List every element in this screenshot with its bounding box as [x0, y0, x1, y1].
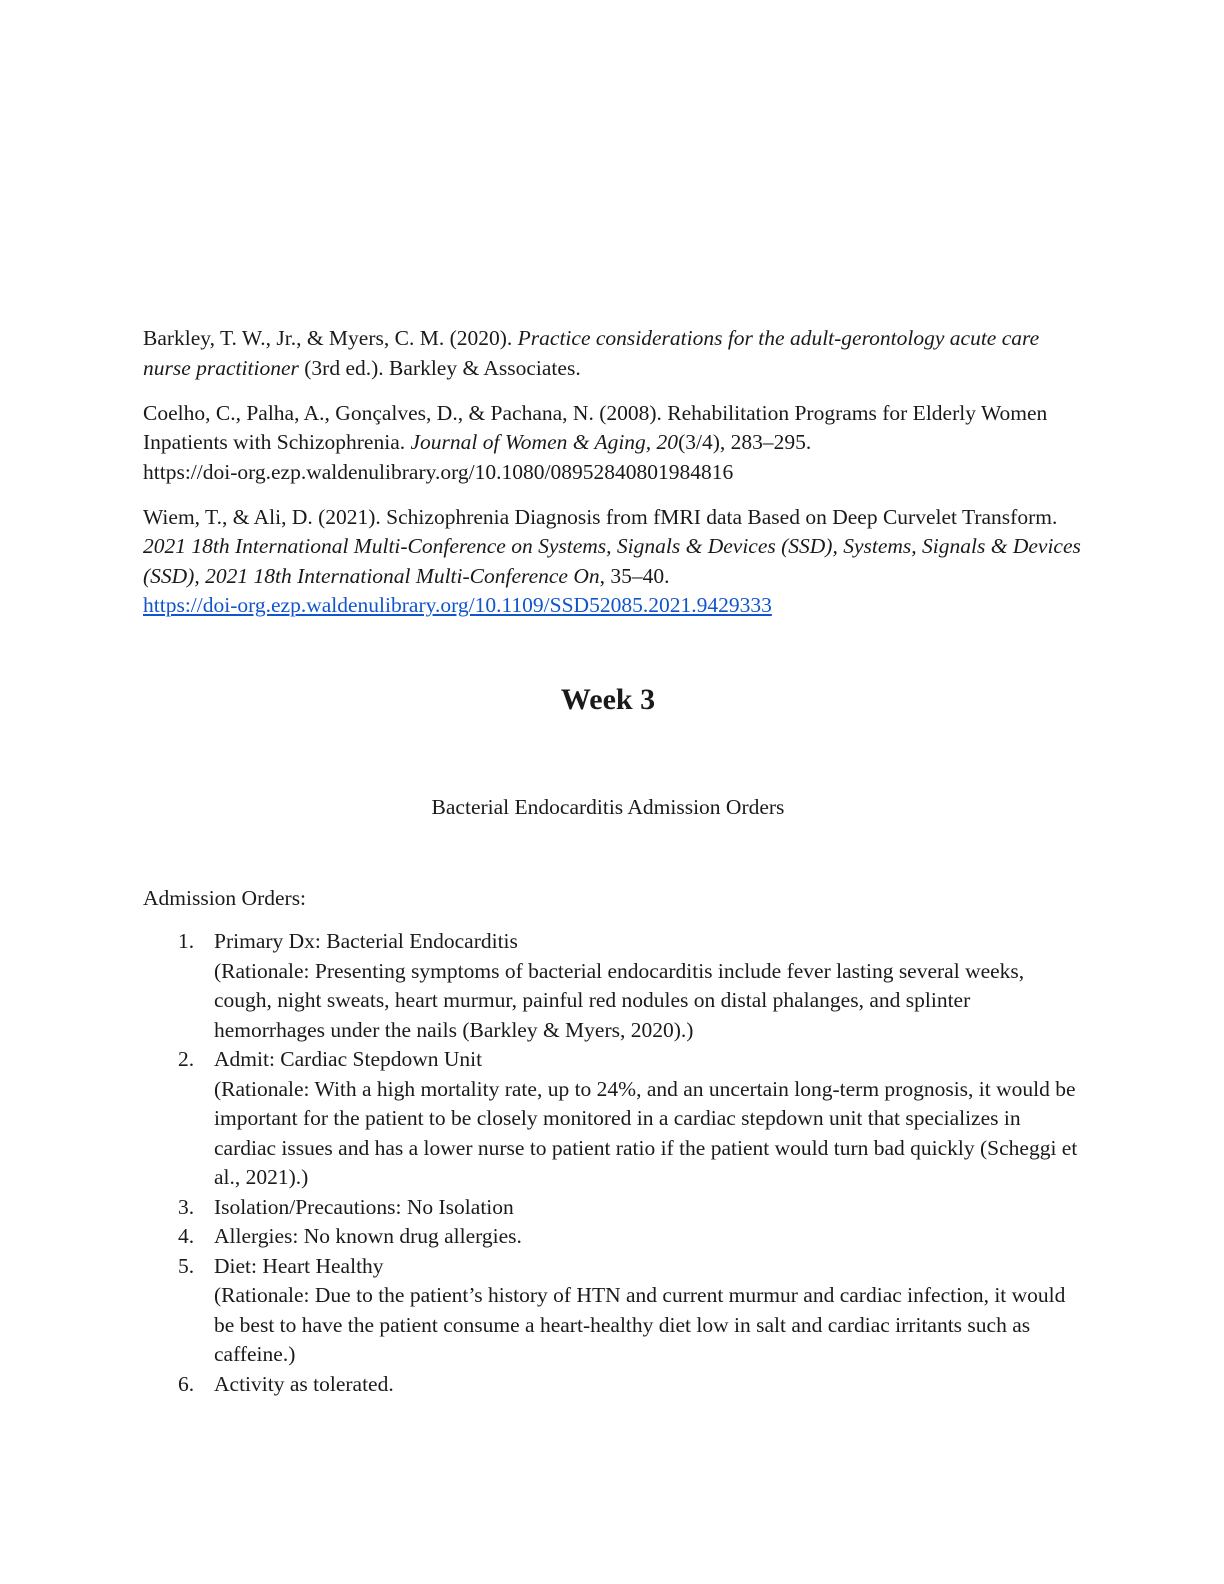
order-title: Admit: Cardiac Stepdown Unit [214, 1047, 483, 1071]
reference-title: Practice considerations for the adult-gerontology acute care nurse practitioner [143, 326, 1040, 380]
reference-proceedings: 2021 18th International Multi-Conference on Systems, Signals & Devices (SSD), Systems, Signals & Devices (SSD), 2021 18th International Multi-Conference On [143, 534, 1081, 588]
reference-doi-link[interactable]: https://doi-org.ezp.waldenulibrary.org/10.1109/SSD52085.2021.9429333 [143, 593, 772, 617]
week-heading: Week 3 [560, 683, 656, 716]
order-number: 1. [178, 929, 195, 953]
order-number: 5. [178, 1253, 195, 1278]
order-item [143, 1045, 1083, 1193]
reference-url: https://doi-org.ezp.waldenulibrary.org/10.1080/08952840801984816 [143, 459, 734, 484]
order-number: 4. [178, 1224, 195, 1248]
order-item [143, 1193, 1083, 1223]
reference-journal: Journal of Women & Aging, 20 [410, 430, 679, 454]
order-item [143, 1222, 1083, 1252]
reference-publisher: (3rd ed.). Barkley & Associates. [298, 355, 581, 380]
reference-pages: (3/4), 283–295. [678, 430, 812, 454]
order-title: Isolation/Precautions: No Isolation [214, 1194, 514, 1219]
order-item [143, 1252, 1083, 1370]
reference-pages: , 35–40. [599, 563, 670, 588]
order-title: Activity as tolerated. [214, 1371, 394, 1396]
order-title: Diet: Heart Healthy [214, 1253, 384, 1278]
reference-authors: Coelho, C., Palha, A., Gonçalves, D., & Pachana, N. (2008). Rehabilitation Programs for Elderly Women Inpatients with Schizophrenia. [143, 400, 1048, 454]
reference-authors: Wiem, T., & Ali, D. (2021). Schizophrenia Diagnosis from fMRI data Based on Deep Curvelet Transform. [143, 504, 1058, 529]
order-rationale: (Rationale: With a high mortality rate, up to 24%, and an uncertain long-term prognosis, it would be important for the patient to be closely monitored in a cardiac stepdown unit that specializes in cardiac issues and has a lower nurse to patient ratio if the patient would turn bad quickly (Scheggi et al., 2021).) [214, 1076, 1078, 1189]
orders-label: Admission Orders: [143, 886, 307, 910]
admission-orders-list [143, 927, 1083, 1399]
order-rationale: (Rationale: Presenting symptoms of bacterial endocarditis include fever lasting several weeks, cough, night sweats, heart murmur, painful red nodules on distal phalanges, and splinter hemorrhages under the nails (Barkley & Myers, 2020).) [214, 958, 1025, 1042]
order-title: Allergies: No known drug allergies. [214, 1224, 522, 1248]
reference-authors: Barkley, T. W., Jr., & Myers, C. M. (2020). [143, 326, 518, 350]
reference-entry [143, 399, 1083, 488]
reference-entry [143, 503, 1083, 621]
order-rationale: (Rationale: Due to the patient’s history of HTN and current murmur and cardiac infection, it would be best to have the patient consume a heart-healthy diet low in salt and cardiac irritants such as caffeine.) [214, 1283, 1066, 1366]
order-item [143, 1370, 1083, 1400]
order-item [143, 927, 1083, 1045]
reference-entry [143, 324, 1083, 383]
reference-list [143, 324, 1083, 636]
order-number: 2. [178, 1047, 195, 1071]
order-title: Primary Dx: Bacterial Endocarditis [214, 929, 518, 953]
order-number: 6. [178, 1371, 195, 1396]
section-title: Bacterial Endocarditis Admission Orders [431, 795, 785, 819]
order-number: 3. [178, 1194, 195, 1219]
